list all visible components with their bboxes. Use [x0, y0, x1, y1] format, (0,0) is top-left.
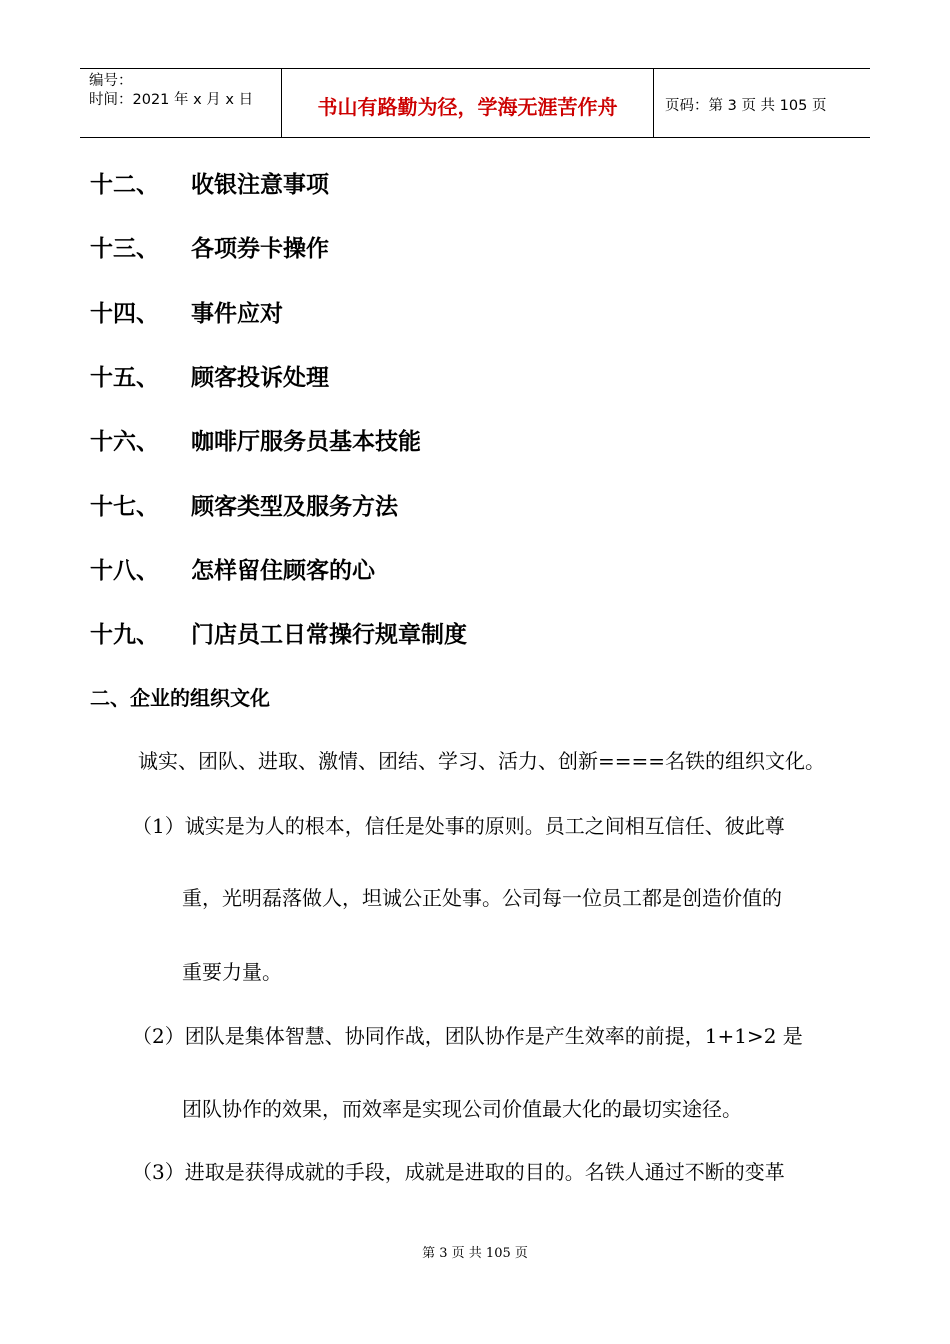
toc-item	[90, 490, 398, 524]
toc-item	[90, 618, 467, 652]
serial-label: 编号：	[89, 73, 133, 89]
toc-title: 收银注意事项	[191, 172, 329, 198]
toc-title: 各项券卡操作	[191, 236, 329, 262]
page-footer: 第 3 页 共 105 页	[422, 1246, 528, 1261]
header-motto: 书山有路勤为径，学海无涯苦作舟	[282, 69, 654, 137]
paragraph-2-line-1: （2）团队是集体智慧、协同作战，团队协作是产生效率的前提，1+1>2 是	[132, 1024, 803, 1048]
paragraph-3-line-1: （3）进取是获得成就的手段，成就是进取的目的。名铁人通过不断的变革	[132, 1160, 785, 1184]
header-page-info: 页码：第 3 页 共 105 页	[665, 97, 827, 114]
paragraph-1-line-2: 重，光明磊落做人，坦诚公正处事。公司每一位员工都是创造价值的	[182, 886, 782, 910]
toc-number: 十二、	[90, 172, 159, 198]
toc-number: 十七、	[90, 494, 159, 520]
toc-number: 十九、	[90, 622, 159, 648]
toc-title: 顾客类型及服务方法	[191, 494, 398, 520]
header-meta	[80, 69, 282, 137]
intro-paragraph: 诚实、团队、进取、激情、团结、学习、活力、创新====名铁的组织文化。	[138, 749, 826, 773]
toc-number: 十六、	[90, 429, 159, 455]
toc-number: 十四、	[90, 301, 159, 327]
toc-title: 事件应对	[191, 301, 283, 327]
toc-item	[90, 168, 329, 202]
toc-item	[90, 232, 329, 266]
toc-item	[90, 361, 329, 395]
toc-item	[90, 554, 375, 588]
toc-number: 十五、	[90, 365, 159, 391]
toc-title: 咖啡厅服务员基本技能	[191, 429, 421, 455]
paragraph-1-line-1: （1）诚实是为人的根本，信任是处事的原则。员工之间相互信任、彼此尊	[132, 814, 785, 838]
toc-item	[90, 297, 283, 331]
toc-title: 门店员工日常操行规章制度	[191, 622, 467, 648]
date-label: 时间：2021 年 x 月 x 日	[89, 92, 254, 108]
paragraph-1-line-3: 重要力量。	[182, 960, 282, 984]
page-header	[80, 68, 870, 138]
toc-title: 顾客投诉处理	[191, 365, 329, 391]
toc-number: 十八、	[90, 558, 159, 584]
toc-title: 怎样留住顾客的心	[191, 558, 375, 584]
toc-item	[90, 425, 421, 459]
toc-number: 十三、	[90, 236, 159, 262]
paragraph-2-line-2: 团队协作的效果，而效率是实现公司价值最大化的最切实途径。	[182, 1097, 742, 1121]
section-heading: 二、企业的组织文化	[90, 686, 270, 710]
